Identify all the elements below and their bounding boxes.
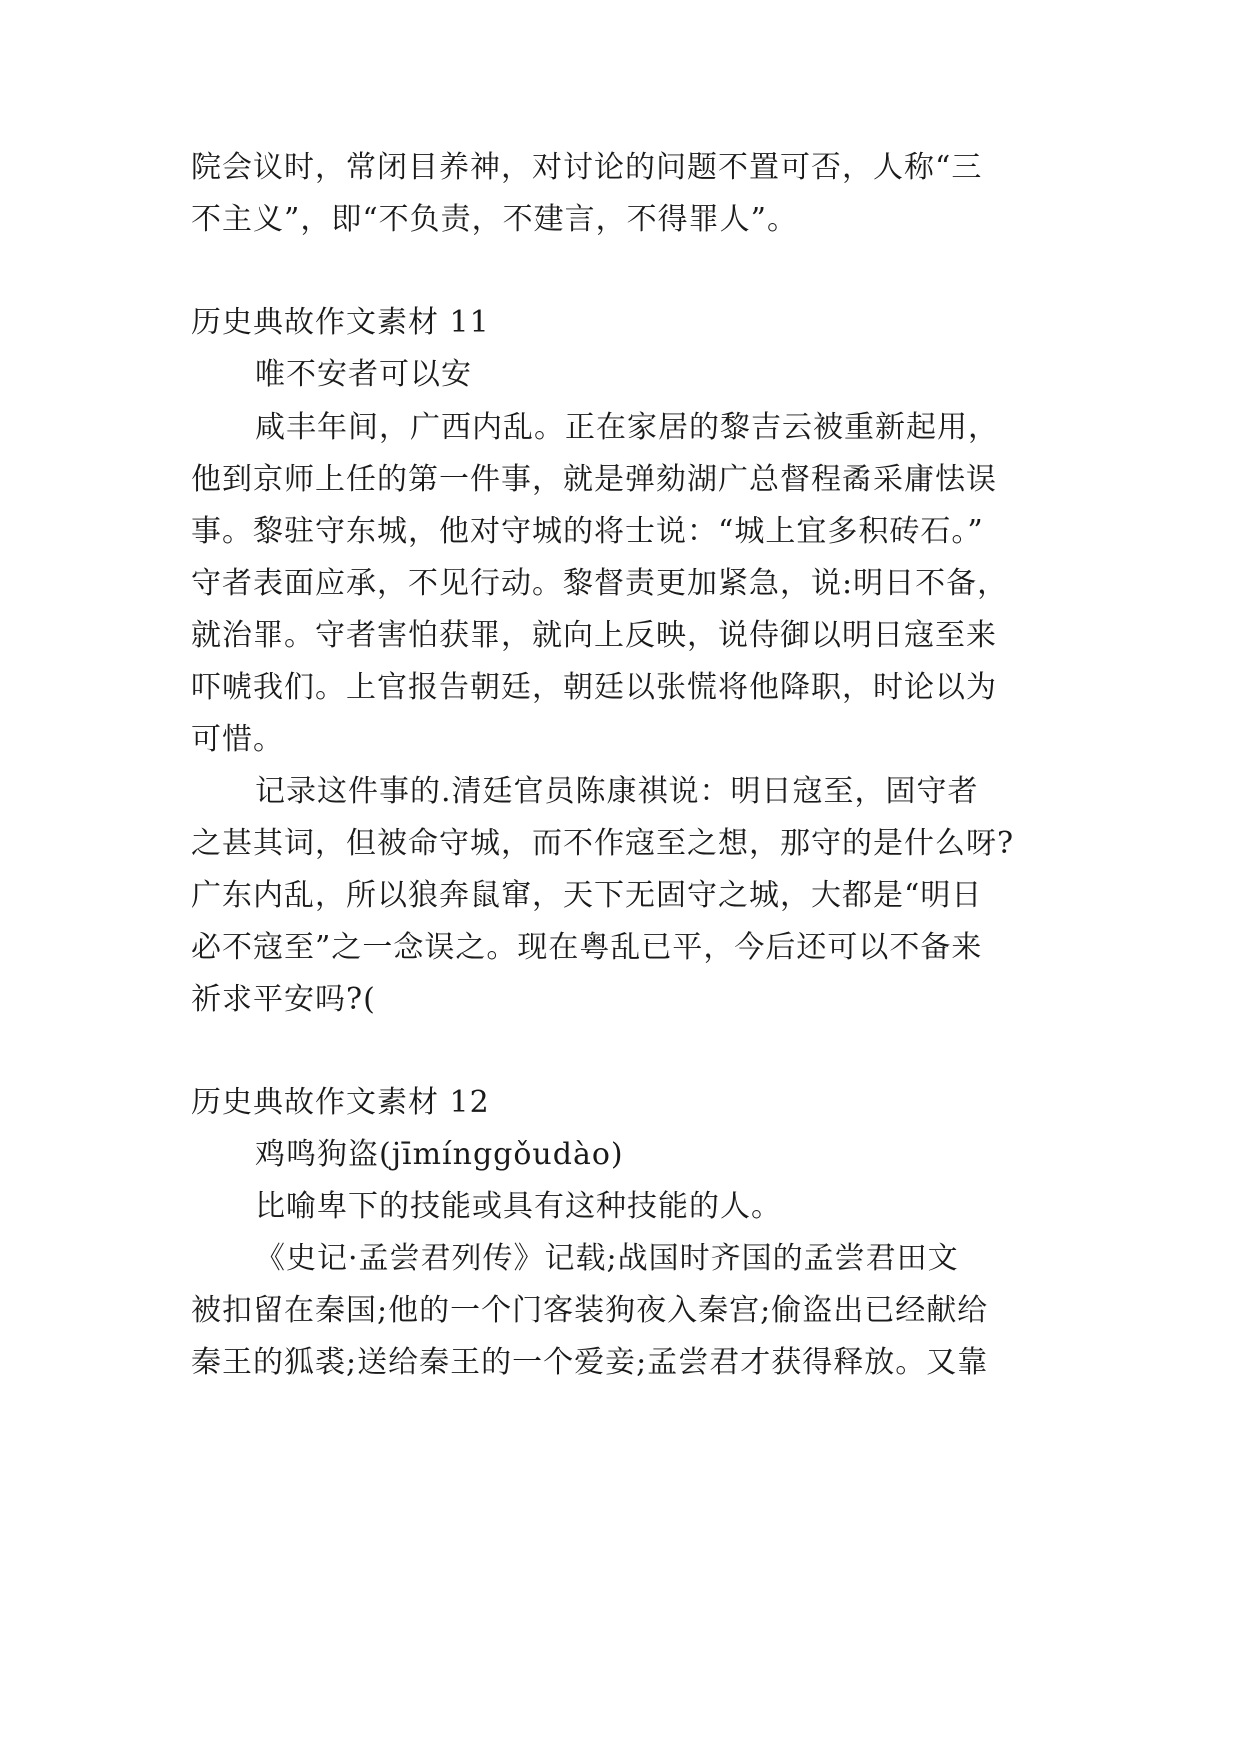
section-12-title: 鸡鸣狗盗(jīmínggǒudào): [255, 1137, 624, 1172]
section-11-heading: 历史典故作文素材 11: [191, 305, 490, 340]
section-12-definition: 比喻卑下的技能或具有这种技能的人。: [255, 1189, 782, 1224]
paragraph-line: 他到京师上任的第一件事，就是弹劾湖广总督程矞采庸怯误: [191, 462, 997, 497]
section-12-heading: 历史典故作文素材 12: [191, 1085, 490, 1120]
paragraph-line: 广东内乱，所以狼奔鼠窜，天下无固守之城，大都是“明日: [191, 878, 983, 913]
paragraph-line: 咸丰年间，广西内乱。正在家居的黎吉云被重新起用，: [255, 410, 999, 445]
intro-line-1: 院会议时，常闭目养神，对讨论的问题不置可否，人称“三: [191, 150, 983, 185]
paragraph-line: 事。黎驻守东城，他对守城的将士说：“城上宜多积砖石。”: [191, 514, 984, 549]
paragraph-line: 吓唬我们。上官报告朝廷，朝廷以张慌将他降职，时论以为: [191, 670, 997, 705]
paragraph-line: 就治罪。守者害怕获罪，就向上反映，说侍御以明日寇至来: [191, 618, 997, 653]
paragraph-line: 可惜。: [191, 722, 284, 757]
paragraph-line: 《史记·孟尝君列传》记载;战国时齐国的孟尝君田文: [255, 1241, 959, 1276]
paragraph-line: 守者表面应承，不见行动。黎督责更加紧急，说:明日不备，: [191, 566, 1009, 601]
paragraph-line: 祈求平安吗?(: [191, 982, 376, 1017]
paragraph-line: 被扣留在秦国;他的一个门客装狗夜入秦宫;偷盗出已经献给: [191, 1293, 989, 1328]
paragraph-line: 记录这件事的.清廷官员陈康祺说：明日寇至，固守者: [255, 774, 979, 809]
paragraph-line: 之甚其词，但被命守城，而不作寇至之想，那守的是什么呀?: [191, 826, 1015, 861]
paragraph-line: 必不寇至”之一念误之。现在粤乱已平，今后还可以不备来: [191, 930, 983, 965]
section-11-title: 唯不安者可以安: [255, 357, 472, 392]
intro-line-2: 不主义”，即“不负责，不建言，不得罪人”。: [191, 202, 799, 237]
paragraph-line: 秦王的狐裘;送给秦王的一个爱妾;孟尝君才获得释放。又靠: [191, 1345, 989, 1380]
